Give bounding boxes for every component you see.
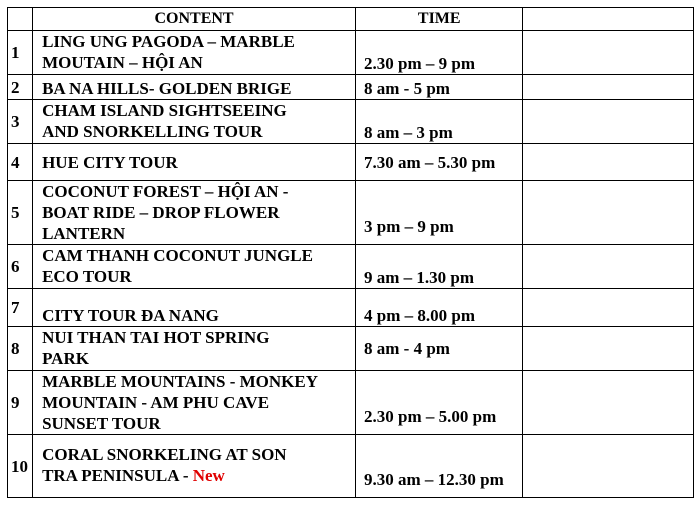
tour-content xyxy=(33,144,356,181)
table-row xyxy=(8,181,694,245)
empty-cell xyxy=(523,245,694,289)
new-badge: New xyxy=(192,466,225,485)
tour-time: 8 am - 5 pm xyxy=(356,75,523,100)
tour-line: HUE CITY TOUR xyxy=(42,152,178,172)
table-row xyxy=(8,371,694,435)
tour-line: SUNSET TOUR xyxy=(42,414,161,433)
tour-time: 7.30 am – 5.30 pm xyxy=(356,144,523,181)
tour-time: 8 am – 3 pm xyxy=(356,100,523,144)
row-number: 9 xyxy=(8,371,33,435)
tour-line: CITY TOUR ĐA NANG xyxy=(42,306,219,325)
row-number: 7 xyxy=(8,289,33,327)
tour-content xyxy=(33,181,356,245)
tour-line: CHAM ISLAND SIGHTSEEING xyxy=(42,101,287,120)
header-no xyxy=(8,8,33,31)
row-number: 6 xyxy=(8,245,33,289)
table-row xyxy=(8,435,694,498)
tour-time: 3 pm – 9 pm xyxy=(356,181,523,245)
table-row xyxy=(8,100,694,144)
header-content: CONTENT xyxy=(33,8,356,31)
empty-cell xyxy=(523,371,694,435)
table-header-row xyxy=(8,8,694,31)
tour-line: PARK xyxy=(42,349,89,368)
tour-content xyxy=(33,371,356,435)
tour-time: 9.30 am – 12.30 pm xyxy=(356,435,523,498)
tour-content xyxy=(33,75,356,100)
tour-time: 2.30 pm – 5.00 pm xyxy=(356,371,523,435)
empty-cell xyxy=(523,181,694,245)
table-row xyxy=(8,31,694,75)
tour-content xyxy=(33,327,356,371)
tour-line: CORAL SNORKELING AT SON xyxy=(42,445,287,464)
table-row xyxy=(8,289,694,327)
tour-line xyxy=(42,465,351,486)
empty-cell xyxy=(523,31,694,75)
tour-schedule-table xyxy=(7,7,694,498)
tour-content xyxy=(33,31,356,75)
empty-cell xyxy=(523,289,694,327)
table-row xyxy=(8,245,694,289)
tour-time: 9 am – 1.30 pm xyxy=(356,245,523,289)
tour-time: 8 am - 4 pm xyxy=(356,327,523,371)
tour-content xyxy=(33,435,356,498)
tour-content xyxy=(33,245,356,289)
tour-time: 4 pm – 8.00 pm xyxy=(356,289,523,327)
tour-line: ECO TOUR xyxy=(42,267,132,286)
tour-line: LING UNG PAGODA – MARBLE xyxy=(42,32,295,51)
header-extra xyxy=(523,8,694,31)
table-row xyxy=(8,327,694,371)
empty-cell xyxy=(523,144,694,181)
row-number: 2 xyxy=(8,75,33,100)
tour-line: BOAT RIDE – DROP FLOWER xyxy=(42,203,280,222)
tour-line: BA NA HILLS- GOLDEN BRIGE xyxy=(42,79,292,98)
row-number: 3 xyxy=(8,100,33,144)
tour-content xyxy=(33,100,356,144)
empty-cell xyxy=(523,75,694,100)
row-number: 1 xyxy=(8,31,33,75)
tour-line: MOUTAIN – HỘI AN xyxy=(42,53,203,72)
empty-cell xyxy=(523,435,694,498)
row-number: 10 xyxy=(8,435,33,498)
tour-line: LANTERN xyxy=(42,224,126,243)
tour-line: MARBLE MOUNTAINS - MONKEY xyxy=(42,372,318,391)
tour-line-text: TRA PENINSULA - xyxy=(42,466,193,485)
tour-line: CAM THANH COCONUT JUNGLE xyxy=(42,246,313,265)
empty-cell xyxy=(523,327,694,371)
row-number: 5 xyxy=(8,181,33,245)
row-number: 8 xyxy=(8,327,33,371)
tour-content xyxy=(33,289,356,327)
table-row xyxy=(8,144,694,181)
empty-cell xyxy=(523,100,694,144)
table-row xyxy=(8,75,694,100)
row-number: 4 xyxy=(8,144,33,181)
tour-line: COCONUT FOREST – HỘI AN - xyxy=(42,182,289,201)
tour-line: AND SNORKELLING TOUR xyxy=(42,122,263,141)
header-time: TIME xyxy=(356,8,523,31)
tour-time: 2.30 pm – 9 pm xyxy=(356,31,523,75)
tour-line: MOUNTAIN - AM PHU CAVE xyxy=(42,393,270,412)
tour-line: NUI THAN TAI HOT SPRING xyxy=(42,328,270,347)
